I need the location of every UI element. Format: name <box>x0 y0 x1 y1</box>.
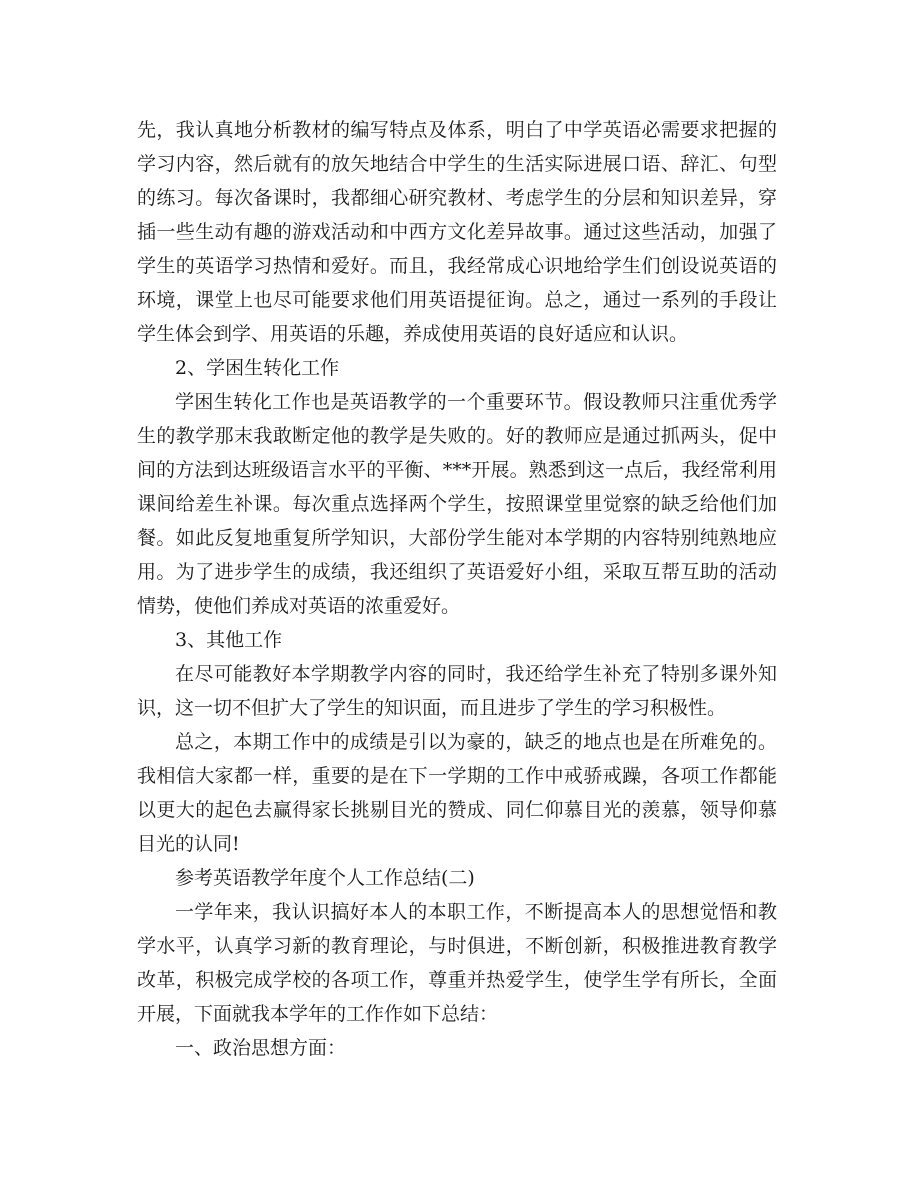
paragraph-continuation: 先，我认真地分析教材的编写特点及体系，明白了中学英语必需要求把握的学习内容，然后就有的放矢地结合中学生的生活实际进展口语、辞汇、句型的练习。每次备课时，我都细心研究教材、考虑学生的分层和知识差异，穿插一些生动有趣的游戏活动和中西方文化差异故事。通过这些活动，加强了学生的英语学习热情和爱好。而且，我经常成心识地给学生们创设说英语的环境，课堂上也尽可能要求他们用英语提征询。总之，通过一系列的手段让学生体会到学、用英语的乐趣，养成使用英语的良好适应和认识。 <box>137 119 777 345</box>
document-body <box>137 113 777 1065</box>
section-heading-3: 3、其他工作 <box>175 629 283 651</box>
document-subtitle: 参考英语教学年度个人工作总结(二) <box>175 867 475 889</box>
section-heading-2: 2、学困生转化工作 <box>175 357 340 379</box>
paragraph-intro-year: 一学年来，我认识搞好本人的本职工作，不断提高本人的思想觉悟和教学水平，认真学习新的教育理论，与时俱进，不断创新，积极推进教育教学改革，积极完成学校的各项工作，尊重并热爱学生，使学生学有所长，全面开展，下面就我本学年的工作作如下总结： <box>137 901 777 1025</box>
paragraph-struggling-students: 学困生转化工作也是英语教学的一个重要环节。假设教师只注重优秀学生的教学那末我敢断定他的教学是失败的。好的教师应是通过抓两头，促中间的方法到达班级语言水平的平衡、***开展。熟悉到这一点后，我经常利用课间给差生补课。每次重点选择两个学生，按照课堂里觉察的缺乏给他们加餐。如此反复地重复所学知识，大部份学生能对本学期的内容特别纯熟地应用。为了进步学生的成绩，我还组织了英语爱好小组，采取互帮互助的活动情势，使他们养成对英语的浓重爱好。 <box>137 391 777 617</box>
paragraph-other-work: 在尽可能教好本学期教学内容的同时，我还给学生补充了特别多课外知识，这一切不但扩大了学生的知识面，而且进步了学生的学习积极性。 <box>137 663 777 719</box>
paragraph-conclusion: 总之，本期工作中的成绩是引以为豪的，缺乏的地点也是在所难免的。我相信大家都一样，重要的是在下一学期的工作中戒骄戒躁，各项工作都能以更大的起色去赢得家长挑剔目光的赞成、同仁仰慕目光的羡慕，领导仰慕目光的认同! <box>137 731 777 855</box>
section-heading-political: 一、政治思想方面： <box>175 1037 347 1059</box>
